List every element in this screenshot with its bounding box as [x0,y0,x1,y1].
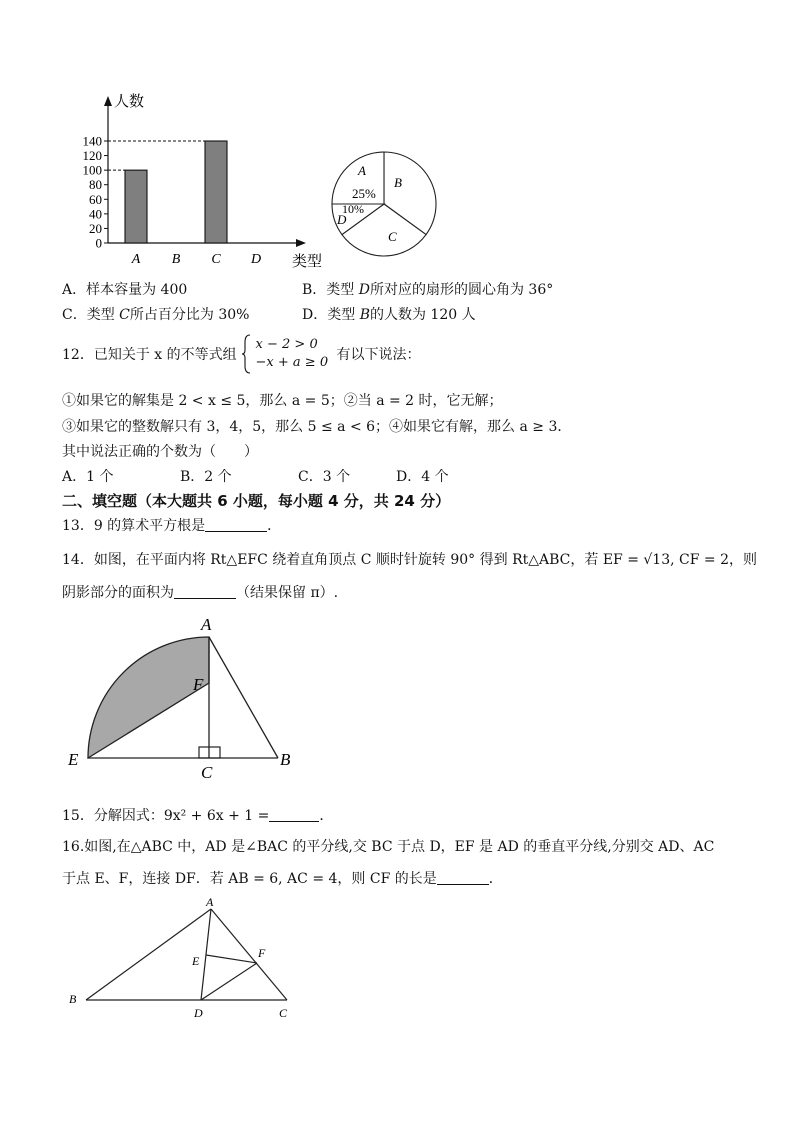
x-axis-arrow [296,239,306,247]
segment-DF [201,963,257,1000]
inequality-line-1: x − 2 > 0 [255,337,318,352]
q12-stem: 12．已知关于 x 的不等式组 x − 2 > 0 −x + a ≥ 0 有以下说法： [62,334,421,374]
label-E: E [68,750,79,769]
y-axis-arrow [104,96,112,106]
x-axis-label: 类型 [292,254,323,270]
label-F: F [193,675,204,694]
label-C: C [279,1006,288,1020]
x-category-label: D [250,252,262,267]
segment-AB [209,637,278,758]
x-category-label: C [211,252,221,267]
bar-C [205,141,227,243]
label-E: E [192,954,200,968]
label-D: D [194,1006,203,1020]
brace-icon [241,334,251,374]
q13: 13．9 的算术平方根是 ． [62,518,282,534]
answer-blank [174,584,236,599]
section-heading: 二、填空题（本大题共 6 小题，每小题 4 分，共 24 分） [62,492,451,510]
shaded-region [88,637,209,758]
figure-14 [60,610,310,780]
y-tick-label: 140 [82,133,102,149]
label-A: A [206,895,214,909]
q11-option-c: C．类型 C所占百分比为 30% [62,307,250,323]
figure-16 [60,895,310,1025]
q12-option-c: C．3 个 [298,469,351,485]
q11-option-b: B．类型 D所对应的扇形的圆心角为 36° [302,282,554,298]
y-tick-label: 80 [89,177,102,193]
q12-option-b: B．2 个 [180,469,232,485]
label-F: F [258,946,266,960]
answer-blank [437,870,489,885]
q14-line-1: 14．如图，在平面内将 Rt△EFC 绕着直角顶点 C 顺时针旋转 90° 得到 Rt△ABC，若 EF = √13, CF = 2，则 [62,552,757,568]
y-tick-label: 120 [82,148,102,164]
label-C: C [201,763,213,780]
y-tick-label: 100 [82,162,102,178]
q12-statement-2: ③如果它的整数解只有 3，4，5，那么 5 ≤ a < 6；④如果它有解，那么 a ≥ 3． [62,419,572,435]
x-category-label: A [131,252,141,267]
pie-label-D-percent: 10% [342,202,364,216]
q16-line-1: 16.如图,在△ABC 中，AD 是∠BAC 的平分线,交 BC 于点 D，EF 是 AD 的垂直平分线,分别交 AD、AC [62,839,715,855]
y-tick-label: 0 [95,235,102,251]
q12-statement-1: ①如果它的解集是 2 < x ≤ 5，那么 a = 5；②当 a = 2 时，它无解； [62,393,503,409]
q11-option-a: A．样本容量为 400 [62,282,188,298]
pie-label-B: B [394,175,402,190]
inequality-system [256,336,329,372]
q16-line-2: 于点 E、F，连接 DF．若 AB = 6, AC = 4，则 CF 的长是 ． [62,871,503,887]
y-tick-label: 20 [89,220,102,236]
y-tick-label: 60 [89,191,102,207]
pie-label-C: C [388,229,397,244]
segment-AD [201,909,211,1000]
answer-blank [269,807,319,822]
label-B: B [69,992,77,1006]
q15: 15．分解因式：9x² + 6x + 1 = ． [62,808,334,824]
segment-EF [206,955,257,963]
q11-option-d: D．类型 B的人数为 120 人 [302,307,476,323]
bar-A [125,170,147,243]
q12-question: 其中说法正确的个数为（ ） [62,444,258,460]
label-A: A [201,615,212,634]
y-axis-label: 人数 [114,94,145,110]
q12-option-a: A．1 个 [62,469,114,485]
answer-blank [205,517,267,532]
q14-line-2: 阴影部分的面积为 （结果保留 π）. [62,585,339,601]
q12-option-d: D．4 个 [396,469,449,485]
pie-label-A-percent: 25% [352,186,376,201]
pie-label-D: D [337,212,347,227]
y-tick-label: 40 [89,206,102,222]
pie-chart [322,140,446,270]
bar-chart [60,90,330,270]
x-category-label: B [171,252,181,267]
label-B: B [280,750,291,769]
inequality-line-2: −x + a ≥ 0 [255,355,329,370]
pie-label-A: A [358,163,366,178]
